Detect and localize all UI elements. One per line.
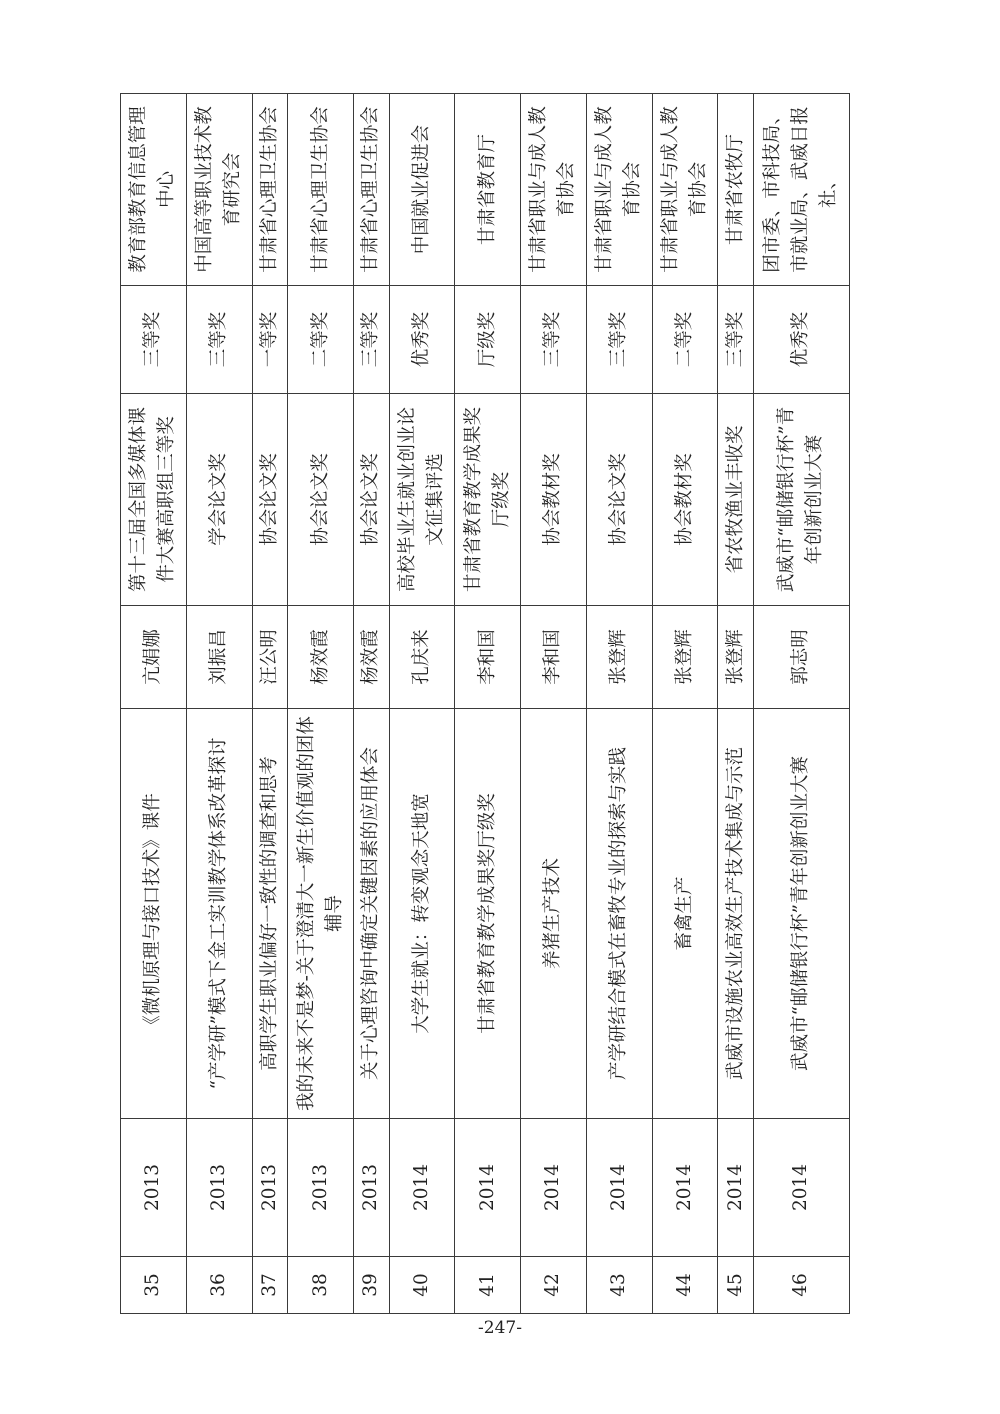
row-number-cell: 42: [521, 1257, 587, 1314]
award-name-cell: 甘肃省教育教学成果奖厅级奖: [455, 394, 521, 606]
project-title-cell: 甘肃省教育教学成果奖厅级奖: [455, 709, 521, 1119]
project-title-cell: 武威市设施农业高效生产技术集成与示范: [718, 709, 754, 1119]
year-cell: 2014: [718, 1119, 754, 1257]
project-title-cell: 养猪生产技术: [521, 709, 587, 1119]
project-title-cell: “产学研”模式下金工实训教学体系改革探讨: [186, 709, 252, 1119]
award-grade-cell: 三等奖: [353, 286, 389, 394]
row-number-cell: 41: [455, 1257, 521, 1314]
project-title-cell: 武威市“邮储银行杯”青年创新创业大赛: [753, 709, 849, 1119]
author-cell: 李和国: [455, 606, 521, 709]
issuer-cell: 甘肃省心理卫生协会: [288, 94, 354, 286]
project-title-cell: 产学研结合模式在畜牧专业的探索与实践: [586, 709, 652, 1119]
award-name-cell: 省农牧渔业丰收奖: [718, 394, 754, 606]
table-row: [389, 94, 455, 1314]
author-cell: 杨效霞: [353, 606, 389, 709]
table-row: [586, 94, 652, 1314]
award-grade-cell: 三等奖: [121, 286, 187, 394]
award-grade-cell: 一等奖: [252, 286, 288, 394]
table-row: [186, 94, 252, 1314]
row-number-cell: 38: [288, 1257, 354, 1314]
award-grade-cell: 优秀奖: [753, 286, 849, 394]
table-row: [455, 94, 521, 1314]
award-name-cell: 第十三届全国多媒体课件大赛高职组三等奖: [121, 394, 187, 606]
project-title-cell: 畜禽生产: [652, 709, 718, 1119]
table-row: [652, 94, 718, 1314]
year-cell: 2013: [252, 1119, 288, 1257]
award-grade-cell: 三等奖: [186, 286, 252, 394]
author-cell: 杨效霞: [288, 606, 354, 709]
author-cell: 亢娟娜: [121, 606, 187, 709]
row-number-cell: 36: [186, 1257, 252, 1314]
award-name-cell: 协会教材奖: [521, 394, 587, 606]
award-name-cell: 协会教材奖: [652, 394, 718, 606]
author-cell: 张登辉: [586, 606, 652, 709]
issuer-cell: 团市委、市科技局、市就业局、武威日报社、: [753, 94, 849, 286]
issuer-cell: 教育部教育信息管理中心: [121, 94, 187, 286]
year-cell: 2014: [389, 1119, 455, 1257]
page-number: -247-: [478, 1318, 522, 1338]
table-row: [353, 94, 389, 1314]
award-grade-cell: 三等奖: [718, 286, 754, 394]
row-number-cell: 39: [353, 1257, 389, 1314]
project-title-cell: 高职学生职业偏好一致性的调查和思考: [252, 709, 288, 1119]
project-title-cell: 关于心理咨询中确定关键因素的应用体会: [353, 709, 389, 1119]
row-number-cell: 43: [586, 1257, 652, 1314]
year-cell: 2013: [353, 1119, 389, 1257]
award-name-cell: 高校毕业生就业创业论文征集评选: [389, 394, 455, 606]
issuer-cell: 甘肃省教育厅: [455, 94, 521, 286]
issuer-cell: 甘肃省农牧厅: [718, 94, 754, 286]
rotated-table-container: [120, 94, 850, 1314]
issuer-cell: 甘肃省职业与成人教育协会: [652, 94, 718, 286]
year-cell: 2014: [521, 1119, 587, 1257]
author-cell: 刘振昌: [186, 606, 252, 709]
award-grade-cell: 二等奖: [288, 286, 354, 394]
award-name-cell: 协会论文奖: [252, 394, 288, 606]
table-row: [753, 94, 849, 1314]
author-cell: 孔庆来: [389, 606, 455, 709]
project-title-cell: 我的未来不是梦-关于澄清大一新生价值观的团体辅导: [288, 709, 354, 1119]
award-grade-cell: 二等奖: [652, 286, 718, 394]
row-number-cell: 46: [753, 1257, 849, 1314]
year-cell: 2013: [288, 1119, 354, 1257]
issuer-cell: 甘肃省职业与成人教育协会: [521, 94, 587, 286]
author-cell: 汪公明: [252, 606, 288, 709]
award-name-cell: 协会论文奖: [586, 394, 652, 606]
year-cell: 2014: [455, 1119, 521, 1257]
row-number-cell: 40: [389, 1257, 455, 1314]
author-cell: 张登辉: [652, 606, 718, 709]
author-cell: 郭志明: [753, 606, 849, 709]
row-number-cell: 45: [718, 1257, 754, 1314]
award-name-cell: 武威市“邮储银行杯”青年创新创业大赛: [753, 394, 849, 606]
year-cell: 2013: [186, 1119, 252, 1257]
row-number-cell: 35: [121, 1257, 187, 1314]
award-grade-cell: 三等奖: [521, 286, 587, 394]
year-cell: 2014: [586, 1119, 652, 1257]
issuer-cell: 中国高等职业技术教育研究会: [186, 94, 252, 286]
table-row: [521, 94, 587, 1314]
row-number-cell: 37: [252, 1257, 288, 1314]
table-row: [252, 94, 288, 1314]
award-grade-cell: 三等奖: [586, 286, 652, 394]
award-name-cell: 协会论文奖: [353, 394, 389, 606]
award-name-cell: 协会论文奖: [288, 394, 354, 606]
table-row: [718, 94, 754, 1314]
issuer-cell: 中国就业促进会: [389, 94, 455, 286]
year-cell: 2014: [652, 1119, 718, 1257]
year-cell: 2013: [121, 1119, 187, 1257]
project-title-cell: 大学生就业：转变观念天地宽: [389, 709, 455, 1119]
table-row: [288, 94, 354, 1314]
author-cell: 李和国: [521, 606, 587, 709]
author-cell: 张登辉: [718, 606, 754, 709]
award-grade-cell: 厅级奖: [455, 286, 521, 394]
project-title-cell: 《微机原理与接口技术》课件: [121, 709, 187, 1119]
year-cell: 2014: [753, 1119, 849, 1257]
table-row: [121, 94, 187, 1314]
issuer-cell: 甘肃省心理卫生协会: [252, 94, 288, 286]
issuer-cell: 甘肃省职业与成人教育协会: [586, 94, 652, 286]
row-number-cell: 44: [652, 1257, 718, 1314]
award-grade-cell: 优秀奖: [389, 286, 455, 394]
award-name-cell: 学会论文奖: [186, 394, 252, 606]
awards-table: [120, 93, 850, 1314]
issuer-cell: 甘肃省心理卫生协会: [353, 94, 389, 286]
